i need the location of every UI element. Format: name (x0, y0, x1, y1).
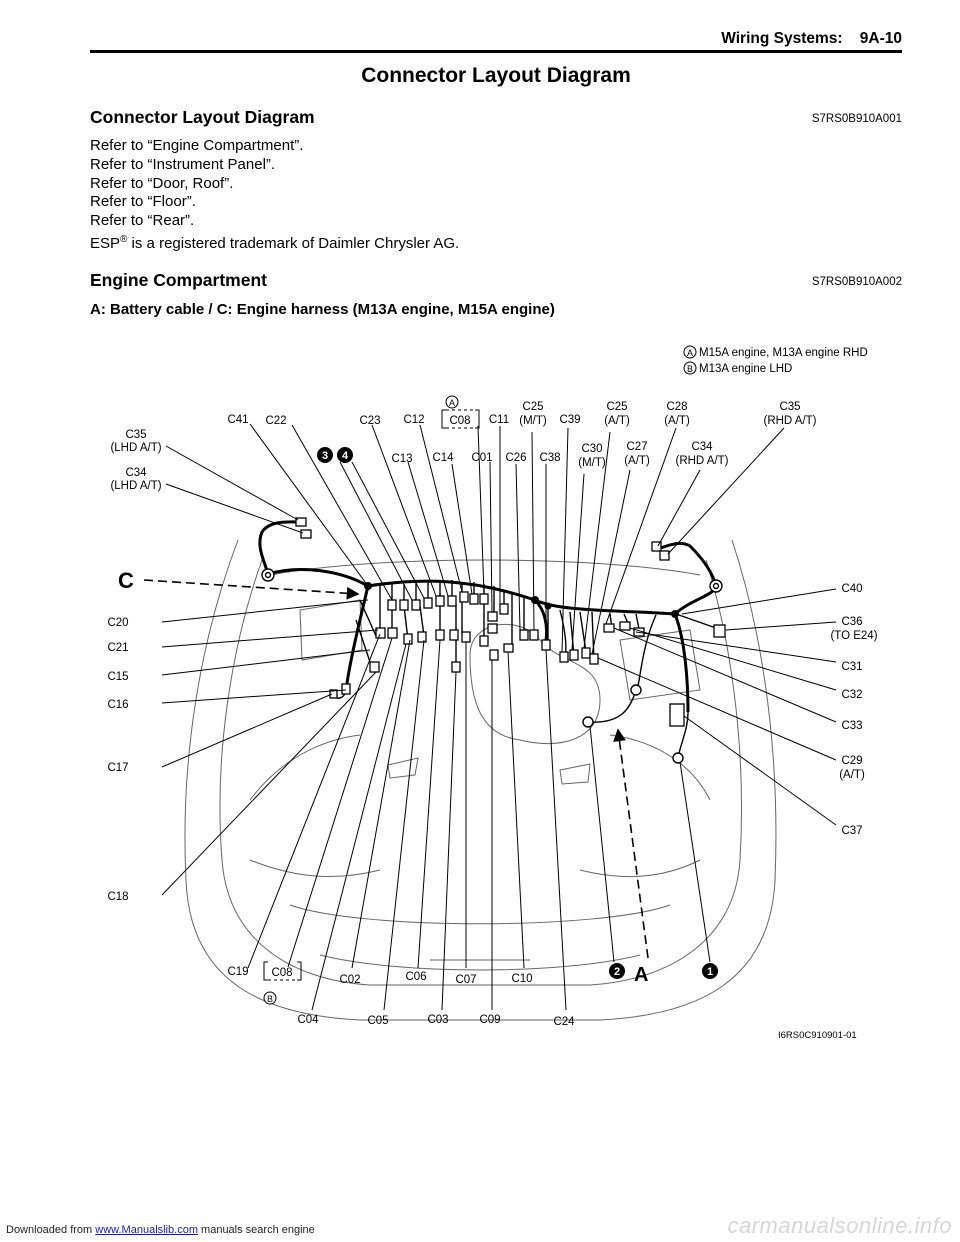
figure-image-code: I6RS0C910901-01 (778, 1030, 857, 1041)
figure-caption: A: Battery cable / C: Engine harness (M13A engine, M15A engine) (90, 301, 555, 318)
badge-3: 3 (321, 450, 329, 462)
label-c22: C22 (265, 415, 287, 427)
label-c30: C30 (581, 443, 603, 455)
label-c34-lhd: C34 (125, 467, 147, 479)
label-c34-rhd: C34 (691, 441, 713, 453)
label-c38: C38 (539, 452, 561, 464)
label-c03: C03 (427, 1014, 449, 1026)
banner-prefix: Downloaded from (6, 1224, 96, 1236)
label-c40: C40 (841, 583, 863, 595)
banner-suffix: manuals search engine (197, 1224, 315, 1236)
label-c21: C21 (107, 642, 129, 654)
label-c08-b: C08 (271, 967, 293, 979)
label-c24: C24 (553, 1016, 575, 1028)
label-c02: C02 (339, 974, 361, 986)
label-c35-rhd-sub: (RHD A/T) (763, 415, 817, 427)
label-c27-sub: (A/T) (624, 455, 650, 467)
marker-b-circle-label: B (266, 994, 274, 1004)
label-c35-lhd: C35 (125, 429, 147, 441)
label-c04: C04 (297, 1014, 319, 1026)
label-c25-mt: C25 (522, 401, 544, 413)
label-c25-at-sub: (A/T) (604, 415, 630, 427)
label-c36: C36 (841, 616, 863, 628)
label-c35-lhd-sub: (LHD A/T) (110, 442, 162, 454)
label-c12: C12 (403, 414, 425, 426)
label-c15: C15 (107, 671, 129, 683)
label-c28: C28 (666, 401, 688, 413)
label-c36-sub: (TO E24) (830, 630, 878, 642)
page-title: Connector Layout Diagram (361, 64, 631, 87)
marker-a-circle-label: A (448, 398, 456, 408)
label-c29-sub: (A/T) (839, 769, 865, 781)
label-c30-sub: (M/T) (578, 457, 606, 469)
ref-door-roof[interactable]: Refer to “Door, Roof”. (90, 174, 234, 192)
callout-a: A (634, 964, 649, 986)
label-c41: C41 (227, 414, 249, 426)
label-c20: C20 (107, 617, 129, 629)
ref-engine-compartment[interactable]: Refer to “Engine Compartment”. (90, 137, 304, 154)
label-c09: C09 (479, 1014, 501, 1026)
label-c17: C17 (107, 762, 129, 774)
badge-4: 4 (341, 450, 349, 462)
car-body-outline (185, 540, 776, 1020)
ref-floor[interactable]: Refer to “Floor”. (90, 193, 196, 211)
legend-b-marker: B (686, 364, 694, 374)
section2-code: S7RS0B910A002 (811, 276, 902, 288)
label-c37: C37 (841, 825, 863, 837)
watermark: carmanualsonline.info (727, 1213, 952, 1238)
label-c39: C39 (559, 414, 581, 426)
label-c32: C32 (841, 689, 863, 701)
badge-2: 2 (613, 966, 621, 978)
badge-1: 1 (706, 966, 714, 978)
section1-code: S7RS0B910A001 (811, 113, 902, 125)
engine-harness-callout-arrow (144, 580, 358, 594)
section1-title: Connector Layout Diagram (90, 107, 315, 127)
legend-a-marker: A (686, 348, 694, 358)
ref-rear[interactable]: Refer to “Rear”. (90, 212, 195, 230)
label-c16: C16 (107, 699, 129, 711)
label-c01: C01 (471, 452, 493, 464)
label-c05: C05 (367, 1015, 389, 1027)
label-c08-a: C08 (449, 415, 471, 427)
label-c31: C31 (841, 661, 863, 673)
header-title: Wiring Systems: 9A-10 (721, 30, 902, 47)
registered-mark: ® (120, 233, 128, 245)
download-banner (6, 1224, 315, 1236)
legend-a-text: M15A engine, M13A engine RHD (699, 347, 868, 359)
label-c34-rhd-sub: (RHD A/T) (675, 455, 729, 467)
label-c25-mt-sub: (M/T) (519, 415, 547, 427)
label-c34-lhd-sub: (LHD A/T) (110, 480, 162, 492)
label-c18: C18 (107, 891, 129, 903)
battery-cable-callout-arrow (618, 730, 648, 958)
label-c35-rhd: C35 (779, 401, 801, 413)
label-c33: C33 (841, 720, 863, 732)
section2-title: Engine Compartment (90, 270, 267, 290)
label-c06: C06 (405, 971, 427, 983)
label-c29: C29 (841, 755, 863, 767)
legend (684, 346, 868, 375)
label-c28-sub: (A/T) (664, 415, 690, 427)
label-c26: C26 (505, 452, 527, 464)
callout-c: C (118, 568, 134, 593)
manualslib-link[interactable]: www.Manualslib.com (95, 1224, 198, 1236)
label-c19: C19 (227, 966, 249, 978)
label-c11: C11 (488, 414, 510, 426)
esp-note-text: is a registered trademark of Daimler Chrysler AG. (127, 234, 460, 252)
leader-lines (162, 424, 836, 1010)
esp-word: ESP (90, 234, 121, 252)
label-c27: C27 (626, 441, 648, 453)
label-c10: C10 (511, 973, 533, 985)
label-c07: C07 (455, 974, 477, 986)
connector-labels (107, 401, 877, 1028)
label-c13: C13 (391, 453, 413, 465)
label-c23: C23 (359, 415, 381, 427)
label-c25-at: C25 (606, 401, 628, 413)
legend-b-text: M13A engine LHD (699, 363, 793, 375)
ref-instrument-panel[interactable]: Refer to “Instrument Panel”. (90, 155, 276, 173)
label-c14: C14 (432, 452, 454, 464)
